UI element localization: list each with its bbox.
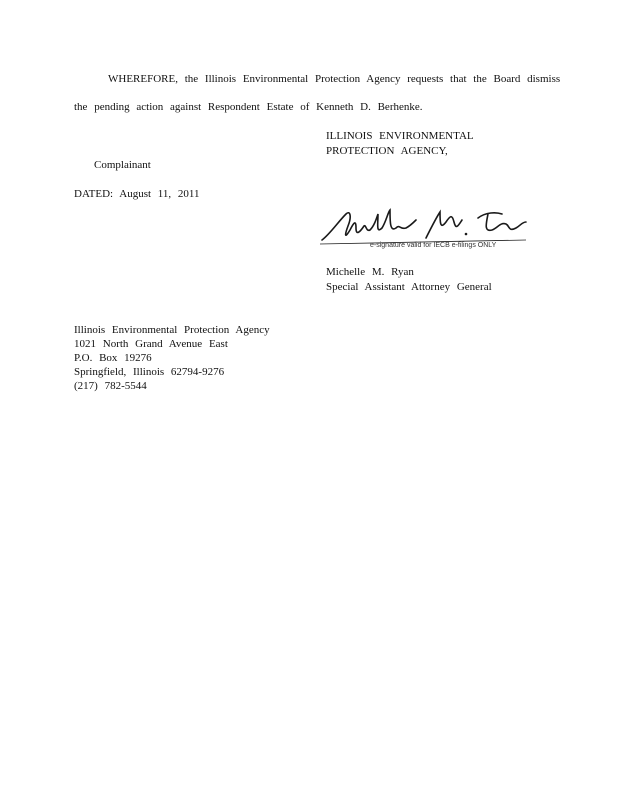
agency-line-1: ILLINOIS ENVIRONMENTAL [326, 130, 474, 142]
body-line-2: the pending action against Respondent Estate of Kenneth D. Berhenke. [74, 101, 423, 113]
signer-name: Michelle M. Ryan [326, 266, 414, 278]
address-line: 1021 North Grand Avenue East [74, 338, 228, 350]
address-line: Illinois Environmental Protection Agency [74, 324, 270, 336]
address-line: (217) 782-5544 [74, 380, 147, 392]
body-line-1: WHEREFORE, the Illinois Environmental Protection Agency requests that the Board dismiss [108, 73, 561, 85]
address-block [74, 323, 270, 393]
address-line: P.O. Box 19276 [74, 352, 152, 364]
signature-validity-note: e-signature valid for IECB e-filings ONLY [370, 242, 497, 249]
signer-title: Special Assistant Attorney General [326, 281, 492, 293]
address-line: Springfield, Illinois 62794-9276 [74, 366, 225, 378]
agency-line-2: PROTECTION AGENCY, [326, 145, 448, 157]
complainant-label: Complainant [94, 159, 151, 171]
dated-line: DATED: August 11, 2011 [74, 188, 200, 200]
